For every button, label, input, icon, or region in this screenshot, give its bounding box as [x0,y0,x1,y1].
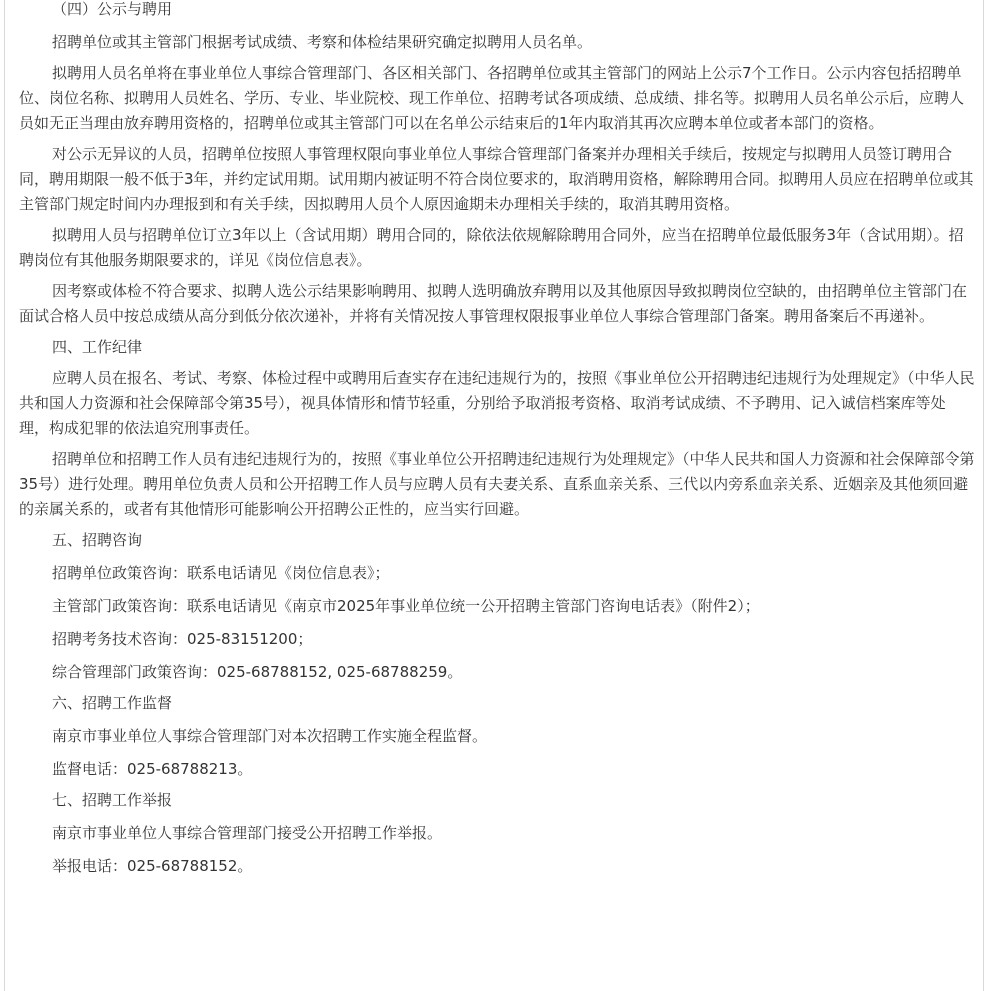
paragraph: 拟聘用人员与招聘单位订立3年以上（含试用期）聘用合同的，除依法依规解除聘用合同外，应当在招聘单位最低服务3年（含试用期）。招聘岗位有其他服务期限要求的，详见《岗位信息表》。 [19,226,964,269]
section-heading-supervision: 六、招聘工作监督 [52,694,173,712]
consultation-item: 综合管理部门政策咨询：025-68788152, 025-68788259。 [52,663,463,681]
section-heading-report: 七、招聘工作举报 [52,791,173,809]
article-content [19,0,975,879]
supervision-phone: 监督电话：025-68788213。 [52,760,253,778]
consultation-item: 招聘单位政策咨询：联系电话请见《岗位信息表》； [52,564,390,582]
paragraph: 南京市事业单位人事综合管理部门接受公开招聘工作举报。 [52,824,443,842]
report-phone: 举报电话：025-68788152。 [52,857,253,875]
section-heading-publicity: （四）公示与聘用 [52,0,173,18]
paragraph: 南京市事业单位人事综合管理部门对本次招聘工作实施全程监督。 [52,727,488,745]
paragraph: 对公示无异议的人员，招聘单位按照人事管理权限向事业单位人事综合管理部门备案并办理相关手续后，按规定与拟聘用人员签订聘用合同，聘用期限一般不低于3年，并约定试用期。试用期内被证明不符合岗位要求的，取消聘用资格，解除聘用合同。拟聘用人员应在招聘单位或其主管部门规定时间内办理报到和有关手续，因拟聘用人员个人原因逾期未办理相关手续的，取消其聘用资格。 [19,145,974,213]
paragraph: 拟聘用人员名单将在事业单位人事综合管理部门、各区相关部门、各招聘单位或其主管部门的网站上公示7个工作日。公示内容包括招聘单位、岗位名称、拟聘用人员姓名、学历、专业、毕业院校、现工作单位、招聘考试各项成绩、总成绩、排名等。拟聘用人员名单公示后，应聘人员如无正当理由放弃聘用资格的，招聘单位或其主管部门可以在名单公示结束后的1年内取消其再次应聘本单位或者本部门的资格。 [19,64,965,132]
article-frame [4,0,984,991]
section-heading-discipline: 四、工作纪律 [52,338,143,356]
paragraph: 招聘单位或其主管部门根据考试成绩、考察和体检结果研究确定拟聘用人员名单。 [52,33,593,51]
consultation-item: 招聘考务技术咨询：025-83151200； [52,630,313,648]
paragraph: 因考察或体检不符合要求、拟聘人选公示结果影响聘用、拟聘人选明确放弃聘用以及其他原因导致拟聘岗位空缺的，由招聘单位主管部门在面试合格人员中按总成绩从高分到低分依次递补，并将有关情况按人事管理权限报事业单位人事综合管理部门备案。聘用备案后不再递补。 [19,282,968,325]
section-heading-consultation: 五、招聘咨询 [52,531,143,549]
paragraph: 招聘单位和招聘工作人员有违纪违规行为的，按照《事业单位公开招聘违纪违规行为处理规定》（中华人民共和国人力资源和社会保障部令第35号）进行处理。聘用单位负责人员和公开招聘工作人员与应聘人员有夫妻关系、直系血亲关系、三代以内旁系血亲关系、近姻亲及其他须回避的亲属关系的，或者有其他情形可能影响公开招聘公正性的，应当实行回避。 [19,450,975,518]
consultation-item: 主管部门政策咨询：联系电话请见《南京市2025年事业单位统一公开招聘主管部门咨询电话表》（附件2）； [52,597,760,615]
paragraph: 应聘人员在报名、考试、考察、体检过程中或聘用后查实存在违纪违规行为的，按照《事业单位公开招聘违纪违规行为处理规定》（中华人民共和国人力资源和社会保障部令第35号），视具体情形和情节轻重，分别给予取消报考资格、取消考试成绩、不予聘用、记入诚信档案库等处理，构成犯罪的依法追究刑事责任。 [19,369,975,437]
